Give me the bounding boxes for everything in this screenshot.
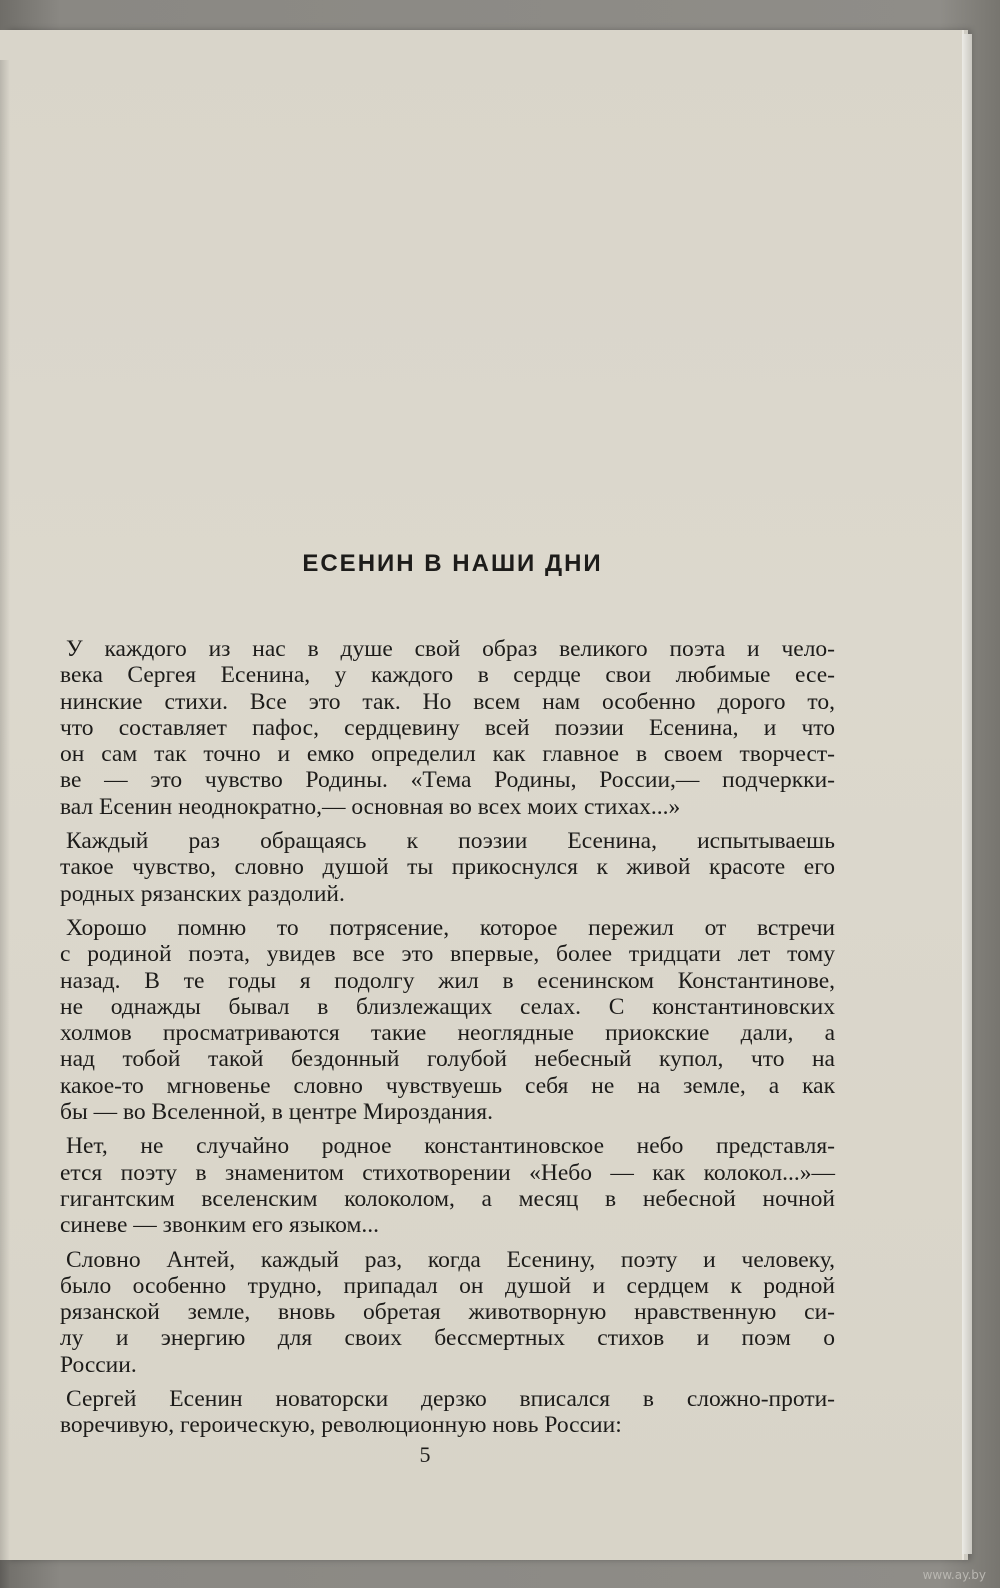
spine-shadow bbox=[0, 60, 10, 1588]
watermark: www.ay.by bbox=[922, 1568, 986, 1582]
text-line: Хорошо помню то потрясение, которое пережил от встречи bbox=[66, 914, 835, 941]
text-line: Сергей Есенин новаторски дерзко вписался в сложно-проти- bbox=[66, 1386, 835, 1413]
text-line: гигантским вселенским колоколом, а месяц в небесной ночной bbox=[60, 1185, 835, 1212]
page-content bbox=[60, 550, 835, 1447]
text-line: Словно Антей, каждый раз, когда Есенину, поэту и человеку, bbox=[66, 1246, 835, 1273]
paragraph bbox=[60, 1133, 835, 1238]
paragraph bbox=[60, 828, 835, 907]
body-text bbox=[60, 636, 835, 1439]
text-line: вал Есенин неоднократно,— основная во всех моих стихах...» bbox=[60, 793, 681, 820]
text-line: такое чувство, словно душой ты прикоснулся к живой красоте его bbox=[60, 854, 835, 881]
text-line: лу и энергию для своих бессмертных стихов и поэм о bbox=[60, 1325, 835, 1352]
paragraph bbox=[60, 915, 835, 1125]
text-line: У каждого из нас в душе свой образ великого поэта и чело- bbox=[66, 636, 835, 662]
text-line: над тобой такой бездонный голубой небесный купол, что на bbox=[60, 1046, 835, 1073]
text-line: синеве — звонким его языком... bbox=[60, 1212, 379, 1239]
text-line: Каждый раз обращаясь к поэзии Есенина, испытываешь bbox=[66, 828, 835, 855]
text-line: не однажды бывал в близлежащих селах. С константиновских bbox=[60, 993, 835, 1020]
text-line: что составляет пафос, сердцевину всей поэзии Есенина, и что bbox=[60, 714, 835, 741]
text-line: ве — это чувство Родины. «Тема Родины, России,— подчеркки- bbox=[60, 767, 835, 794]
text-line: он сам так точно и емко определил как главное в своем творчест- bbox=[60, 741, 835, 768]
text-line: Нет, не случайно родное константиновское небо представля- bbox=[66, 1133, 835, 1160]
page-edge bbox=[962, 34, 972, 1554]
book-page bbox=[0, 30, 962, 1560]
text-line: рязанской земле, вновь обретая животворную нравственную си- bbox=[60, 1299, 835, 1326]
text-line: бы — во Вселенной, в центре Мироздания. bbox=[60, 1099, 493, 1126]
text-line: века Сергея Есенина, у каждого в сердце свои любимые есе- bbox=[60, 662, 835, 689]
text-line: воречивую, героическую, революционную новь России: bbox=[60, 1412, 622, 1439]
paragraph bbox=[60, 1386, 835, 1439]
text-line: родных рязанских раздолий. bbox=[60, 880, 345, 907]
chapter-title: ЕСЕНИН В НАШИ ДНИ bbox=[302, 550, 603, 577]
text-line: какое-то мгновенье словно чувствуешь себя не на земле, а как bbox=[60, 1072, 835, 1099]
text-line: назад. В те годы я подолгу жил в есенинском Константинове, bbox=[60, 967, 835, 994]
paragraph bbox=[60, 1247, 835, 1378]
text-line: нинские стихи. Все это так. Но всем нам особенно дорого то, bbox=[60, 688, 835, 715]
text-line: холмов просматриваются такие неоглядные приокские дали, а bbox=[60, 1020, 835, 1047]
text-line: с родиной поэта, увидев все это впервые, более тридцати лет тому bbox=[60, 941, 835, 968]
page-number: 5 bbox=[419, 1442, 431, 1467]
text-line: ется поэту в знаменитом стихотворении «Небо — как колокол...»— bbox=[60, 1159, 835, 1186]
paragraph bbox=[60, 636, 835, 820]
text-line: было особенно трудно, припадал он душой и сердцем к родной bbox=[60, 1272, 835, 1299]
text-line: России. bbox=[60, 1351, 137, 1378]
